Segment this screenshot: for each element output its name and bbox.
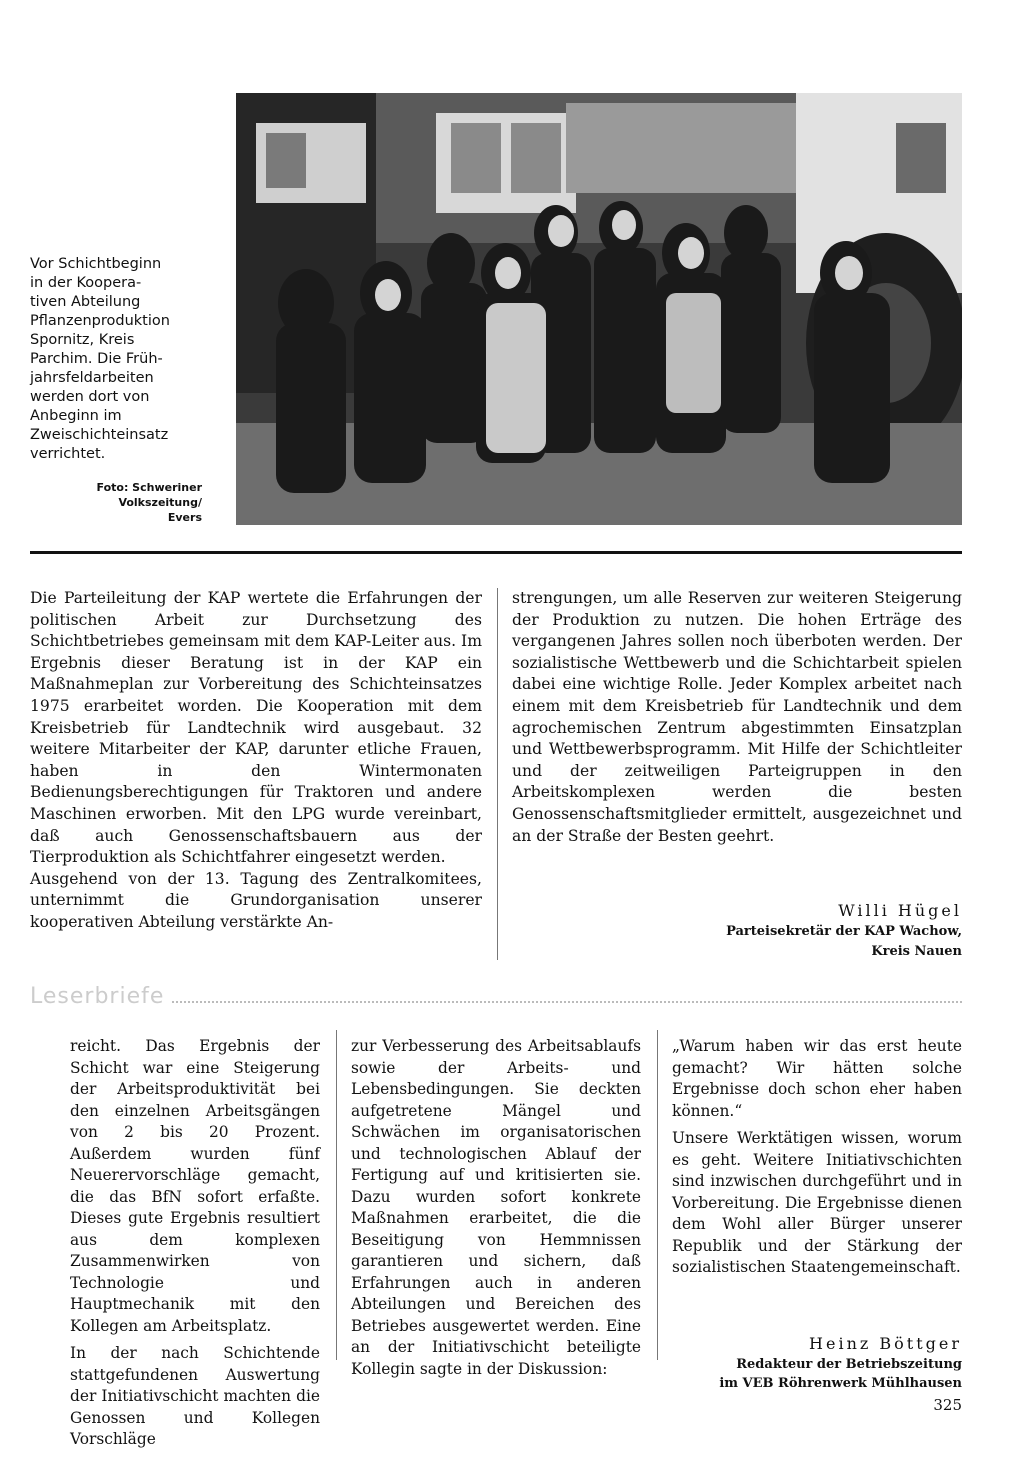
article1-left-column [30, 588, 482, 934]
column-divider [497, 588, 498, 960]
page-number: 325 [933, 1396, 962, 1414]
section-heading-rule [172, 1001, 962, 1003]
article1-paragraph-2: Ausgehend von der 13. Tagung des Zentralkomitees, unternimmt die Grundorganisation unserer kooperativen Abteilung verstärkte An- [30, 869, 482, 931]
section-heading: Leserbriefe [30, 984, 165, 1009]
article1-paragraph-3: strengungen, um alle Reserven zur weiteren Steigerung der Produktion zu nutzen. Die hohen Erträge des vergangenen Jahres sollen noch überboten werden. Der sozialistische Wettbewerb und die Schichtarbeit spielen dabei eine wichtige Rolle. Jeder Komplex arbeitet nach einem mit dem Kreisbetrieb für Landtechnik und dem agrochemischen Zentrum abgestimmten Einsatzplan und Wettbewerbsprogramm. Mit Hilfe der Schichtleiter und der zeitweiligen Parteigruppen in den Arbeitskomplexen werden die besten Genossenschaftsmitglieder ermittelt, ausgezeichnet und an der Straße der Besten geehrt. [512, 589, 962, 845]
article2-paragraph-2: In der nach Schichtende stattgefundenen Auswertung der Initiativschicht machten die Genossen und Kollegen Vorschläge [70, 1344, 320, 1448]
author-name: Willi Hügel [838, 901, 962, 920]
article2-column-1 [70, 1036, 320, 1451]
article2-paragraph-4: „Warum haben wir das erst heute gemacht? Wir hätten solche Ergebnisse doch schon eher haben können.“ [672, 1037, 962, 1120]
photo-workers-at-tractors [236, 93, 962, 525]
article2-column-3 [672, 1036, 962, 1279]
caption-text: Vor Schichtbeginn in der Koopera- tiven Abteilung Pflanzenproduktion Spornitz, Kreis Parchim. Die Früh- jahrsfeldarbeiten werden dort von Anbeginn im Zweischichteinsatz verrichtet. [30, 256, 170, 462]
photo-credit: Foto: Schweriner Volkszeitung/ Evers [96, 481, 202, 524]
author-role: Parteisekretär der KAP Wachow, Kreis Nauen [726, 924, 962, 959]
article1-signature [726, 900, 962, 962]
photo-caption [30, 255, 230, 464]
article1-paragraph-1: Die Parteileitung der KAP wertete die Erfahrungen der politischen Arbeit zur Durchsetzung des Schichtbetriebes gemeinsam mit dem KAP-Leiter aus. Im Ergebnis dieser Beratung ist in der KAP ein Maßnahmeplan zur Vorbereitung des Schichteinsatzes 1975 erarbeitet worden. Die Kooperation mit dem Kreisbetrieb für Landtechnik wird ausgebaut. 32 weitere Mitarbeiter der KAP, darunter etliche Frauen, haben in den Wintermonaten Bedienungsberechtigungen für Traktoren und andere Maschinen erworben. Mit den LPG wurde vereinbart, daß auch Genossenschaftsbauern aus der Tierproduktion als Schichtfahrer eingesetzt werden. [30, 589, 482, 867]
article2-signature [719, 1333, 962, 1393]
article2-paragraph-3: zur Verbesserung des Arbeitsablaufs sowie der Arbeits- und Lebensbedingungen. Sie deckten aufgetretene Mängel und Schwächen im organisatorischen und technologischen Ablauf der Fertigung auf und kritisierten sie. Dazu wurden sofort konkrete Maßnahmen erarbeitet, die die Beseitigung von Hemmnissen garantieren und sichern, daß Erfahrungen auch in anderen Abteilungen und Bereichen des Betriebes ausgewertet werden. Eine an der Initiativschicht beteiligte Kollegin sagte in der Diskussion: [351, 1037, 641, 1378]
author-name: Heinz Böttger [809, 1334, 962, 1353]
article2-paragraph-1: reicht. Das Ergebnis der Schicht war eine Steigerung der Arbeitsproduktivität bei den einzelnen Arbeitsgängen von 2 bis 20 Prozent. Außerdem wurden fünf Neuerervorschläge gemacht, die das BfN sofort erfaßte. Dieses gute Ergebnis resultiert aus dem komplexen Zusammenwirken von Technologie und Hauptmechanik mit den Kollegen am Arbeitsplatz. [70, 1037, 320, 1335]
article2-column-2 [351, 1036, 641, 1380]
photo-illustration [236, 93, 962, 525]
article2-paragraph-5: Unsere Werktätigen wissen, worum es geht. Weitere Initiativschichten sind inzwischen durchgeführt und in Vorbereitung. Die Ergebnisse dienen dem Wohl aller Bürger unserer Republik und der Stärkung der sozialistischen Staatengemeinschaft. [672, 1129, 962, 1276]
column-divider [657, 1030, 658, 1360]
article1-right-column [512, 588, 962, 847]
column-divider [336, 1030, 337, 1360]
author-role: Redakteur der Betriebszeitung im VEB Röhrenwerk Mühlhausen [719, 1357, 962, 1391]
horizontal-rule [30, 551, 962, 554]
